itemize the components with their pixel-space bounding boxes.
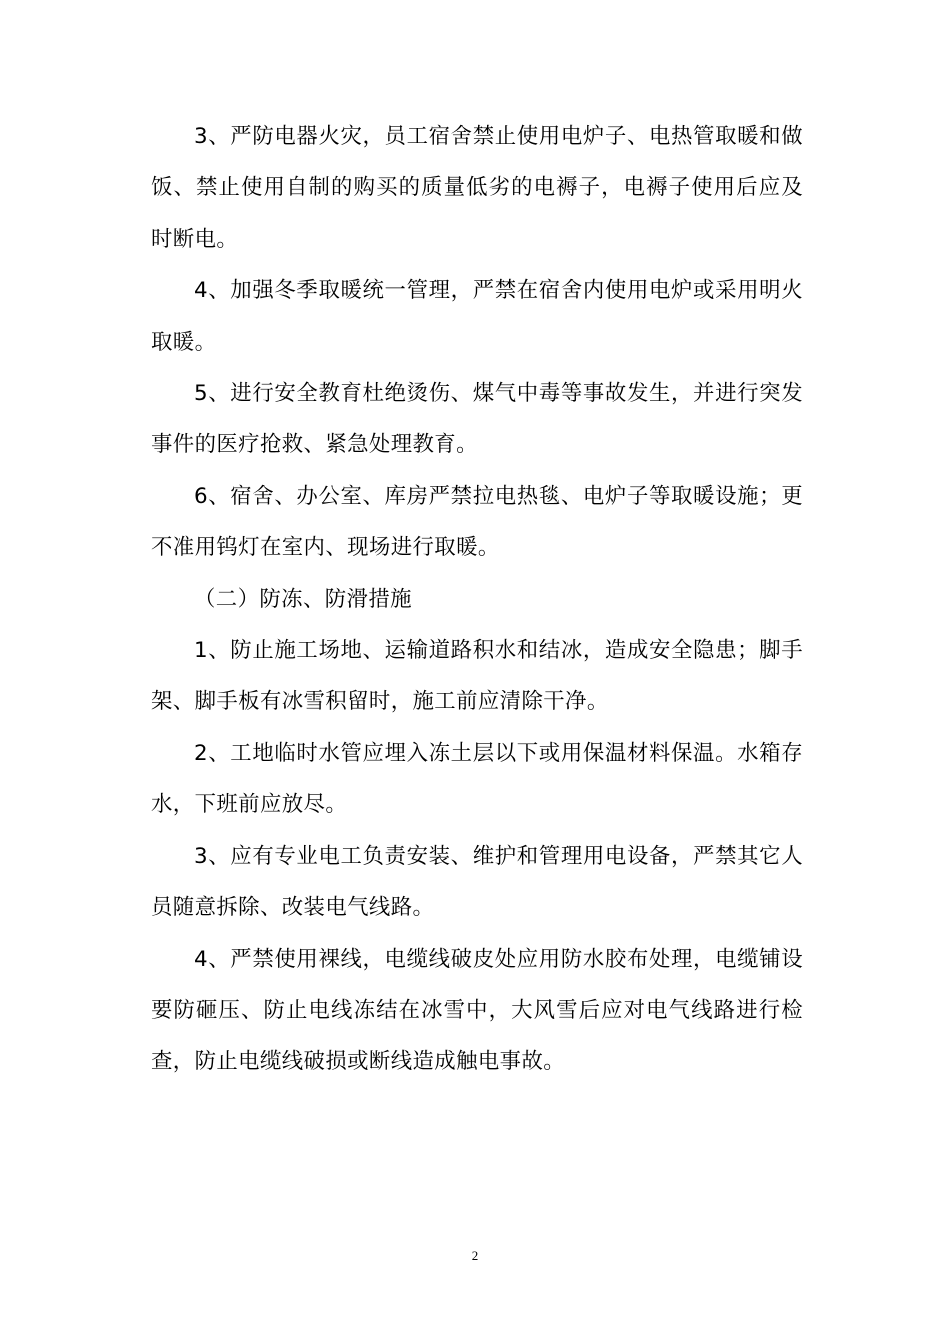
paragraph-antifreeze-2: 2、工地临时水管应埋入冻土层以下或用保温材料保温。水箱存水，下班前应放尽。 <box>151 740 803 818</box>
paragraph-antifreeze-3: 3、应有专业电工负责安装、维护和管理用电设备，严禁其它人员随意拆除、改装电气线路。 <box>151 843 803 921</box>
paragraph-fire-prevention-3: 3、严防电器火灾，员工宿舍禁止使用电炉子、电热管取暖和做饭、禁止使用自制的购买的质量低劣的电褥子，电褥子使用后应及时断电。 <box>151 124 803 252</box>
page-number: 2 <box>471 1248 479 1263</box>
section-heading-antifreeze: （二）防冻、防滑措施 <box>194 586 412 612</box>
body-text <box>151 111 803 1088</box>
paragraph-heating-management-4: 4、加强冬季取暖统一管理，严禁在宿舍内使用电炉或采用明火取暖。 <box>151 278 803 355</box>
paragraph-safety-education-5: 5、进行安全教育杜绝烫伤、煤气中毒等事故发生，并进行突发事件的医疗抢救、紧急处理教育。 <box>151 381 803 458</box>
paragraph-antifreeze-4: 4、严禁使用裸线，电缆线破皮处应用防水胶布处理，电缆铺设要防砸压、防止电线冻结在冰雪中，大风雪后应对电气线路进行检查，防止电缆线破损或断线造成触电事故。 <box>151 946 803 1075</box>
paragraph-antifreeze-1: 1、防止施工场地、运输道路积水和结冰，造成安全隐患；脚手架、脚手板有冰雪积留时，施工前应清除干净。 <box>151 638 803 715</box>
paragraph-heating-ban-6: 6、宿舍、办公室、库房严禁拉电热毯、电炉子等取暖设施；更不准用钨灯在室内、现场进行取暖。 <box>151 483 803 561</box>
